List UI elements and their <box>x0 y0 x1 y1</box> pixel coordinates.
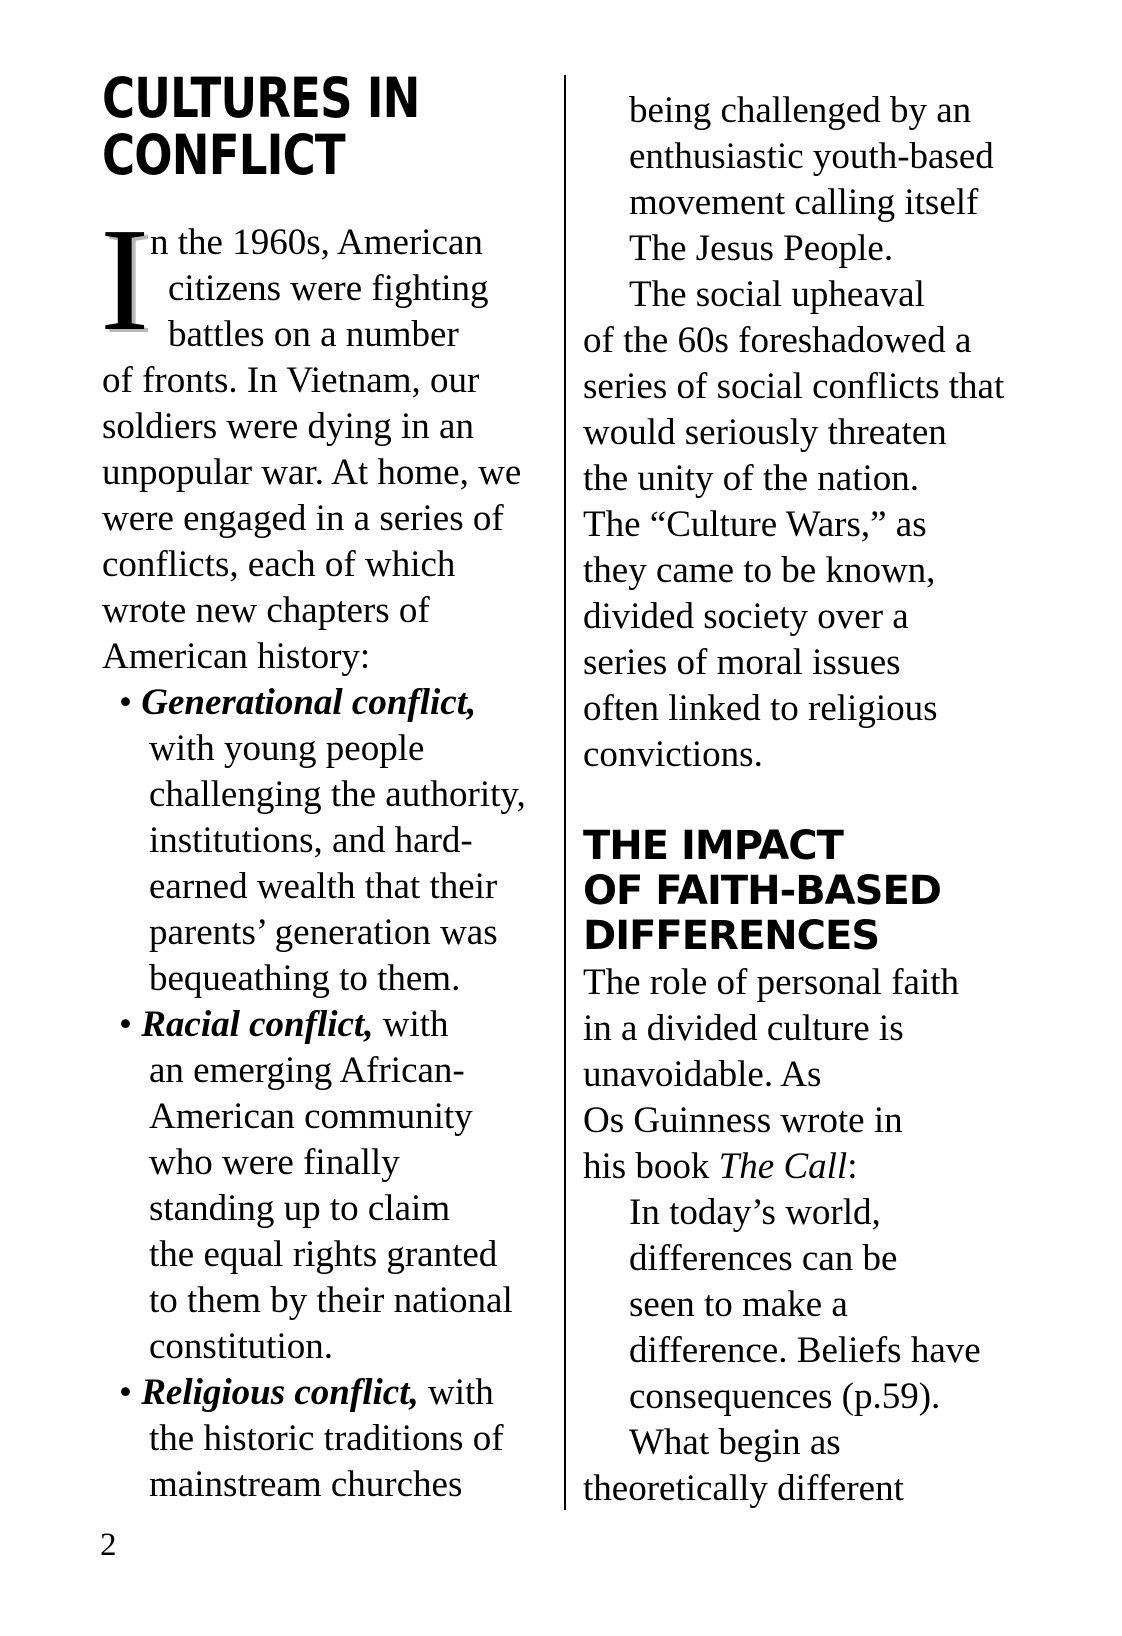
title-line-2: CONFLICT <box>102 123 345 187</box>
book-citation-line <box>583 1144 1023 1190</box>
list-item-first-line <box>102 680 542 726</box>
section-heading-line: DIFFERENCES <box>583 913 880 959</box>
title-line-1: CULTURES IN <box>102 66 420 130</box>
continuation-line: being challenged by an <box>629 90 972 131</box>
bullet-marker: • <box>119 1372 132 1413</box>
intro-line: American history: <box>102 636 371 677</box>
list-item-line: with young people <box>149 728 425 769</box>
paragraph-line: often linked to religious <box>583 688 938 729</box>
paragraph-line: series of social conflicts that <box>583 366 1005 407</box>
intro-line: of fronts. In Vietnam, our <box>102 360 480 401</box>
section-heading <box>583 824 1023 959</box>
quote-line: consequences (p.59). <box>629 1376 941 1417</box>
bullet-marker: • <box>119 1004 132 1045</box>
paragraph-line: Os Guinness wrote in <box>583 1100 903 1141</box>
closing-paragraph <box>583 1420 1023 1512</box>
list-item-line: who were finally <box>149 1142 400 1183</box>
quote-line: difference. Beliefs have <box>629 1330 981 1371</box>
faith-paragraph <box>583 960 1023 1190</box>
drop-cap: I <box>100 198 150 362</box>
upheaval-paragraph <box>583 272 1023 778</box>
section-heading-line: OF FAITH-BASED <box>583 868 941 914</box>
list-item-line: the historic traditions of <box>149 1418 504 1459</box>
list-item-line: standing up to claim <box>149 1188 451 1229</box>
continuation-line: enthusiastic youth-based <box>629 136 994 177</box>
list-item-first-line <box>102 1002 542 1048</box>
paragraph-line: divided society over a <box>583 596 909 637</box>
citation-prefix: his book <box>583 1146 719 1187</box>
list-item-term: Generational conflict, <box>141 682 477 723</box>
paragraph-line: the unity of the nation. <box>583 458 920 499</box>
paragraph-line: The “Culture Wars,” as <box>583 504 927 545</box>
list-item-line: the equal rights granted <box>149 1234 498 1275</box>
paragraph-line: theoretically different <box>583 1468 904 1509</box>
section-heading-line: THE IMPACT <box>583 823 843 869</box>
list-item-religious <box>102 1370 542 1508</box>
intro-line: n the 1960s, American <box>150 222 483 263</box>
paragraph-line: of the 60s foreshadowed a <box>583 320 972 361</box>
list-item-line: mainstream churches <box>149 1464 463 1505</box>
block-quote <box>583 1190 1023 1420</box>
list-item-racial <box>102 1002 542 1370</box>
list-item-line: to them by their national <box>149 1280 513 1321</box>
list-item-line: parents’ generation was <box>149 912 498 953</box>
paragraph-line: would seriously threaten <box>583 412 947 453</box>
quote-line: differences can be <box>629 1238 898 1279</box>
continuation-line: The Jesus People. <box>629 228 894 269</box>
right-column <box>583 88 1023 1512</box>
list-item-rest: with <box>373 1004 449 1045</box>
list-item-line: constitution. <box>149 1326 333 1367</box>
list-item-first-line <box>102 1370 542 1416</box>
list-item-generational <box>102 680 542 1002</box>
list-item-term: Religious conflict, <box>141 1372 419 1413</box>
list-item-line: earned wealth that their <box>149 866 498 907</box>
bullet-continuation <box>583 88 1023 272</box>
paragraph-line: convictions. <box>583 734 763 775</box>
intro-line: wrote new chapters of <box>102 590 430 631</box>
book-title: The Call <box>718 1146 848 1187</box>
list-item-line: American community <box>149 1096 473 1137</box>
intro-line: soldiers were dying in an <box>102 406 474 447</box>
intro-line: unpopular war. At home, we <box>102 452 522 493</box>
list-item-line: challenging the authority, <box>149 774 526 815</box>
intro-line: conflicts, each of which <box>102 544 456 585</box>
paragraph-line: The role of personal faith <box>583 962 960 1003</box>
bullet-marker: • <box>119 682 132 723</box>
intro-line: citizens were fighting <box>168 268 489 309</box>
paragraph-line: unavoidable. As <box>583 1054 822 1095</box>
list-item-line: an emerging African- <box>149 1050 465 1091</box>
paragraph-line: series of moral issues <box>583 642 901 683</box>
list-item-line: bequeathing to them. <box>149 958 461 999</box>
paragraph-line: in a divided culture is <box>583 1008 904 1049</box>
conflict-list <box>102 680 542 1508</box>
paragraph-first-line: What begin as <box>629 1422 841 1463</box>
intro-line: battles on a number <box>168 314 459 355</box>
column-divider <box>564 75 566 1510</box>
continuation-line: movement calling itself <box>629 182 979 223</box>
paragraph-line: they came to be known, <box>583 550 936 591</box>
intro-line: were engaged in a series of <box>102 498 504 539</box>
list-item-line: institutions, and hard- <box>149 820 473 861</box>
page-title <box>102 66 463 187</box>
list-item-rest: with <box>418 1372 494 1413</box>
intro-paragraph <box>100 198 542 680</box>
list-item-term: Racial conflict, <box>141 1004 374 1045</box>
paragraph-first-line: The social upheaval <box>629 274 925 315</box>
page-number: 2 <box>100 1527 117 1563</box>
quote-line: In today’s world, <box>629 1192 881 1233</box>
citation-suffix: : <box>847 1146 858 1187</box>
quote-line: seen to make a <box>629 1284 848 1325</box>
left-column <box>100 66 542 1508</box>
